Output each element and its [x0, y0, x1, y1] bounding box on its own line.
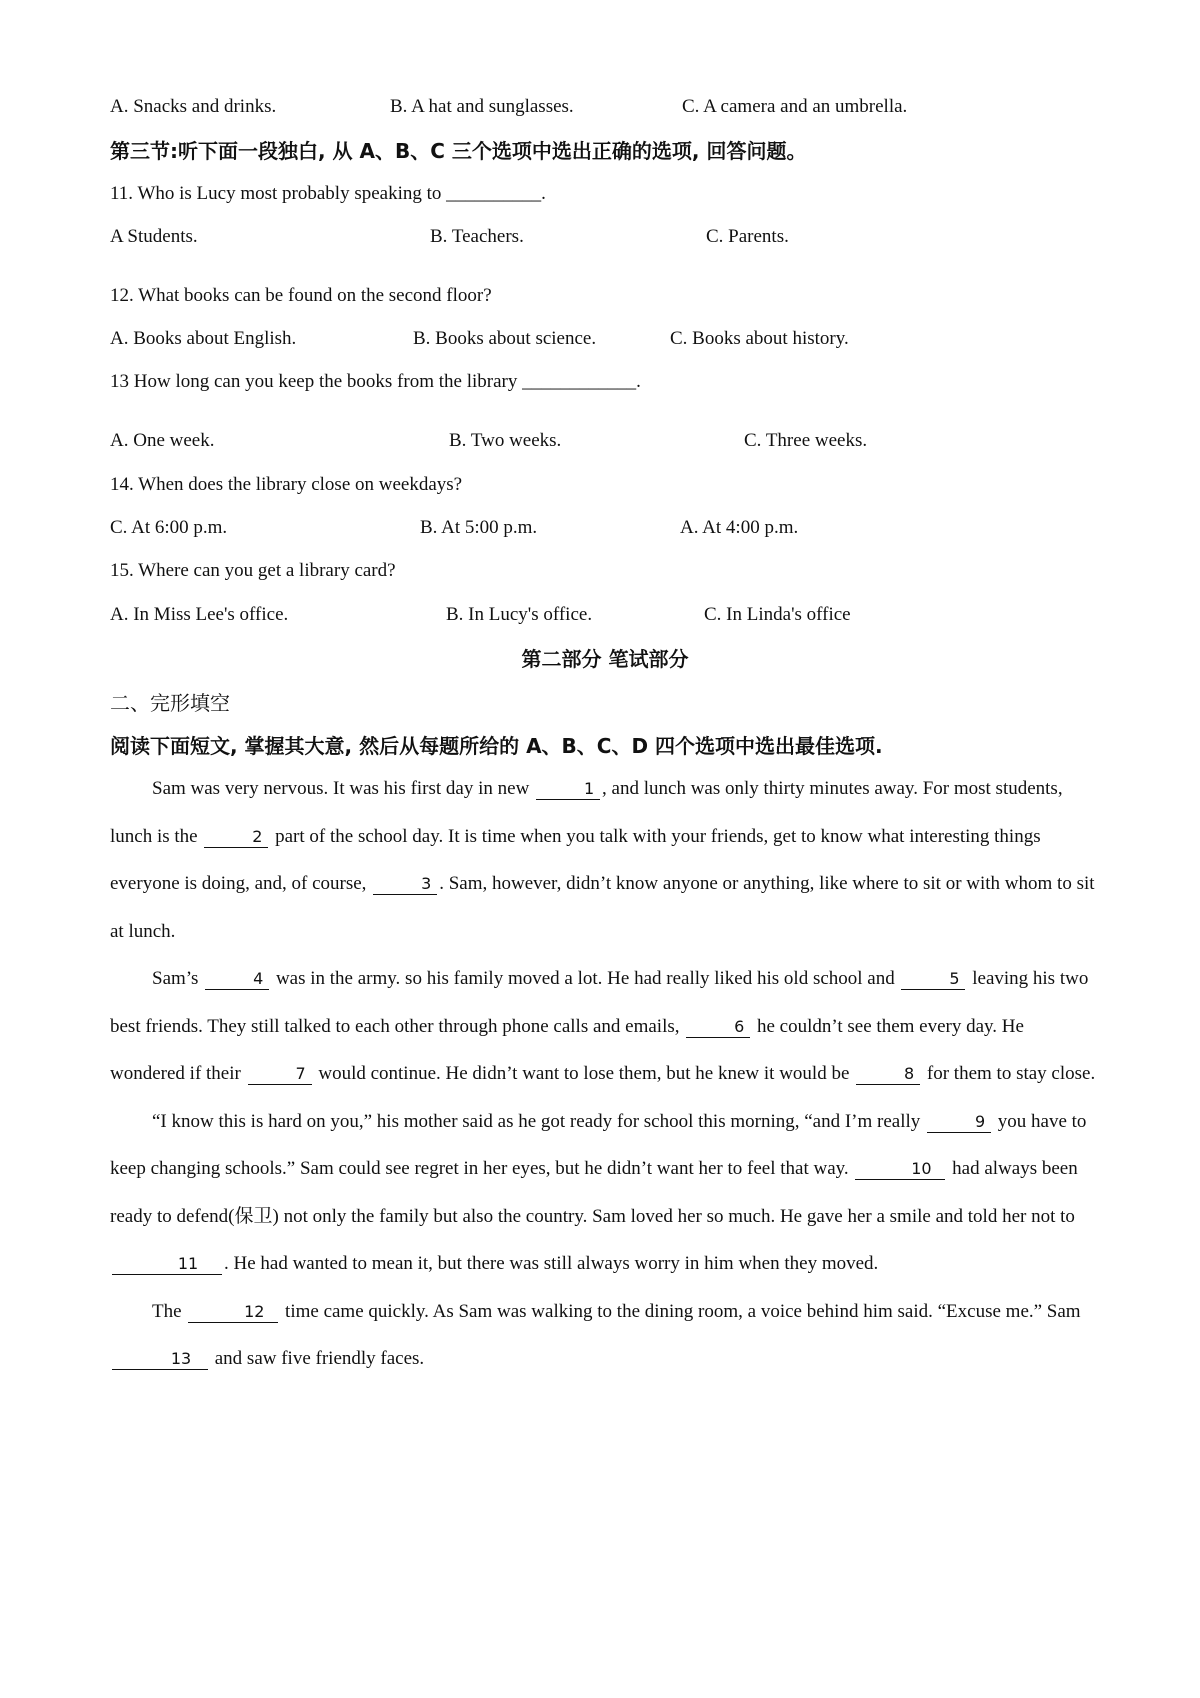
- p4-text-1: The: [152, 1300, 187, 1322]
- section3-heading: 第三节:听下面一段独白, 从 A、B、C 三个选项中选出正确的选项, 回答问题。: [110, 139, 807, 163]
- cloze-instruction: 阅读下面短文, 掌握其大意, 然后从每题所给的 A、B、C、D 四个选项中选出最佳选项.: [110, 734, 883, 758]
- blank-3: 3: [373, 874, 437, 895]
- blank-7: 7: [248, 1064, 312, 1085]
- question-15: 15. Where can you get a library card?: [110, 560, 396, 581]
- p3-text-4: . He had wanted to mean it, but there was still always worry in him when they moved.: [224, 1253, 879, 1274]
- p2-text-1: Sam’s: [152, 968, 204, 989]
- q14-option-b: B. At 5:00 p.m.: [420, 517, 538, 538]
- q10-option-b: B. A hat and sunglasses.: [390, 96, 574, 117]
- p2-text-4: he couldn’t see them every day. He wondered if their: [110, 1015, 1024, 1084]
- q15-option-b: B. In Lucy's office.: [446, 604, 593, 625]
- question-11: 11. Who is Lucy most probably speaking to __________.: [110, 183, 546, 204]
- blank-5: 5: [901, 969, 965, 990]
- q12-option-b: B. Books about science.: [413, 328, 597, 349]
- p4-text-3: and saw five friendly faces.: [210, 1348, 425, 1369]
- cloze-passage: [110, 765, 1100, 1383]
- question-12: 12. What books can be found on the second floor?: [110, 285, 492, 306]
- q14-option-a: A. At 4:00 p.m.: [680, 517, 799, 538]
- q12-option-a: A. Books about English.: [110, 328, 297, 349]
- blank-1: 1: [536, 779, 600, 800]
- p4-text-2: time came quickly. As Sam was walking to the dining room, a voice behind him said. “Excuse me.” Sam: [280, 1300, 1081, 1322]
- p2-text-3: leaving his two best friends. They still talked to each other through phone calls and emails,: [110, 968, 1089, 1037]
- passage-paragraph-3: [110, 1098, 1100, 1288]
- q15-option-c: C. In Linda's office: [704, 604, 851, 625]
- blank-11: 11: [112, 1254, 222, 1275]
- question-14: 14. When does the library close on weekdays?: [110, 474, 463, 495]
- blank-6: 6: [686, 1017, 750, 1038]
- blank-9: 9: [927, 1112, 991, 1133]
- p3-text-1: “I know this is hard on you,” his mother said as he got ready for school this morning, “and I’m really: [152, 1110, 926, 1132]
- p1-text-4: . Sam, however, didn’t know anyone or anything, like where to sit or with whom to sit at lunch.: [110, 873, 1095, 942]
- blank-10: 10: [855, 1159, 945, 1180]
- p1-text-2: , and lunch was only thirty minutes away. For most students, lunch is the: [110, 778, 1063, 847]
- blank-12: 12: [188, 1302, 278, 1323]
- q10-option-c: C. A camera and an umbrella.: [682, 96, 908, 117]
- p2-text-5: would continue. He didn’t want to lose them, but he knew it would be: [313, 1063, 855, 1084]
- q13-option-a: A. One week.: [110, 430, 215, 451]
- p1-text-3: part of the school day. It is time when you talk with your friends, get to know what interesting things everyone is doing, and, of course,: [110, 825, 1041, 894]
- cloze-section-title: 二、完形填空: [110, 691, 230, 715]
- passage-paragraph-2: [110, 955, 1100, 1098]
- p3-text-2: you have to keep changing schools.” Sam could see regret in her eyes, but he didn’t want her to feel that way.: [110, 1110, 1087, 1179]
- p3-text-3: had always been ready to defend(保卫) not only the family but also the country. Sam loved her so much. He gave her a smile and told her not to: [110, 1158, 1078, 1227]
- q13-option-b: B. Two weeks.: [449, 430, 562, 451]
- p1-text-1: Sam was very nervous. It was his first day in new: [152, 778, 535, 799]
- q13-option-c: C. Three weeks.: [744, 430, 868, 451]
- passage-paragraph-1: [110, 765, 1100, 955]
- p2-text-6: for them to stay close.: [922, 1063, 1096, 1084]
- part2-title: 第二部分 笔试部分: [521, 647, 689, 671]
- passage-paragraph-4: [110, 1288, 1100, 1383]
- q15-option-a: A. In Miss Lee's office.: [110, 604, 289, 625]
- p2-text-2: was in the army. so his family moved a lot. He had really liked his old school and: [271, 968, 900, 989]
- q11-option-a: A Students.: [110, 226, 198, 247]
- blank-4: 4: [205, 969, 269, 990]
- q12-option-c: C. Books about history.: [670, 328, 849, 349]
- q11-option-b: B. Teachers.: [430, 226, 524, 247]
- q14-option-c: C. At 6:00 p.m.: [110, 517, 228, 538]
- blank-8: 8: [856, 1064, 920, 1085]
- blank-13: 13: [112, 1349, 208, 1370]
- blank-2: 2: [204, 827, 268, 848]
- q11-option-c: C. Parents.: [706, 226, 789, 247]
- q10-option-a: A. Snacks and drinks.: [110, 96, 277, 117]
- question-13: 13 How long can you keep the books from the library ____________.: [110, 371, 641, 392]
